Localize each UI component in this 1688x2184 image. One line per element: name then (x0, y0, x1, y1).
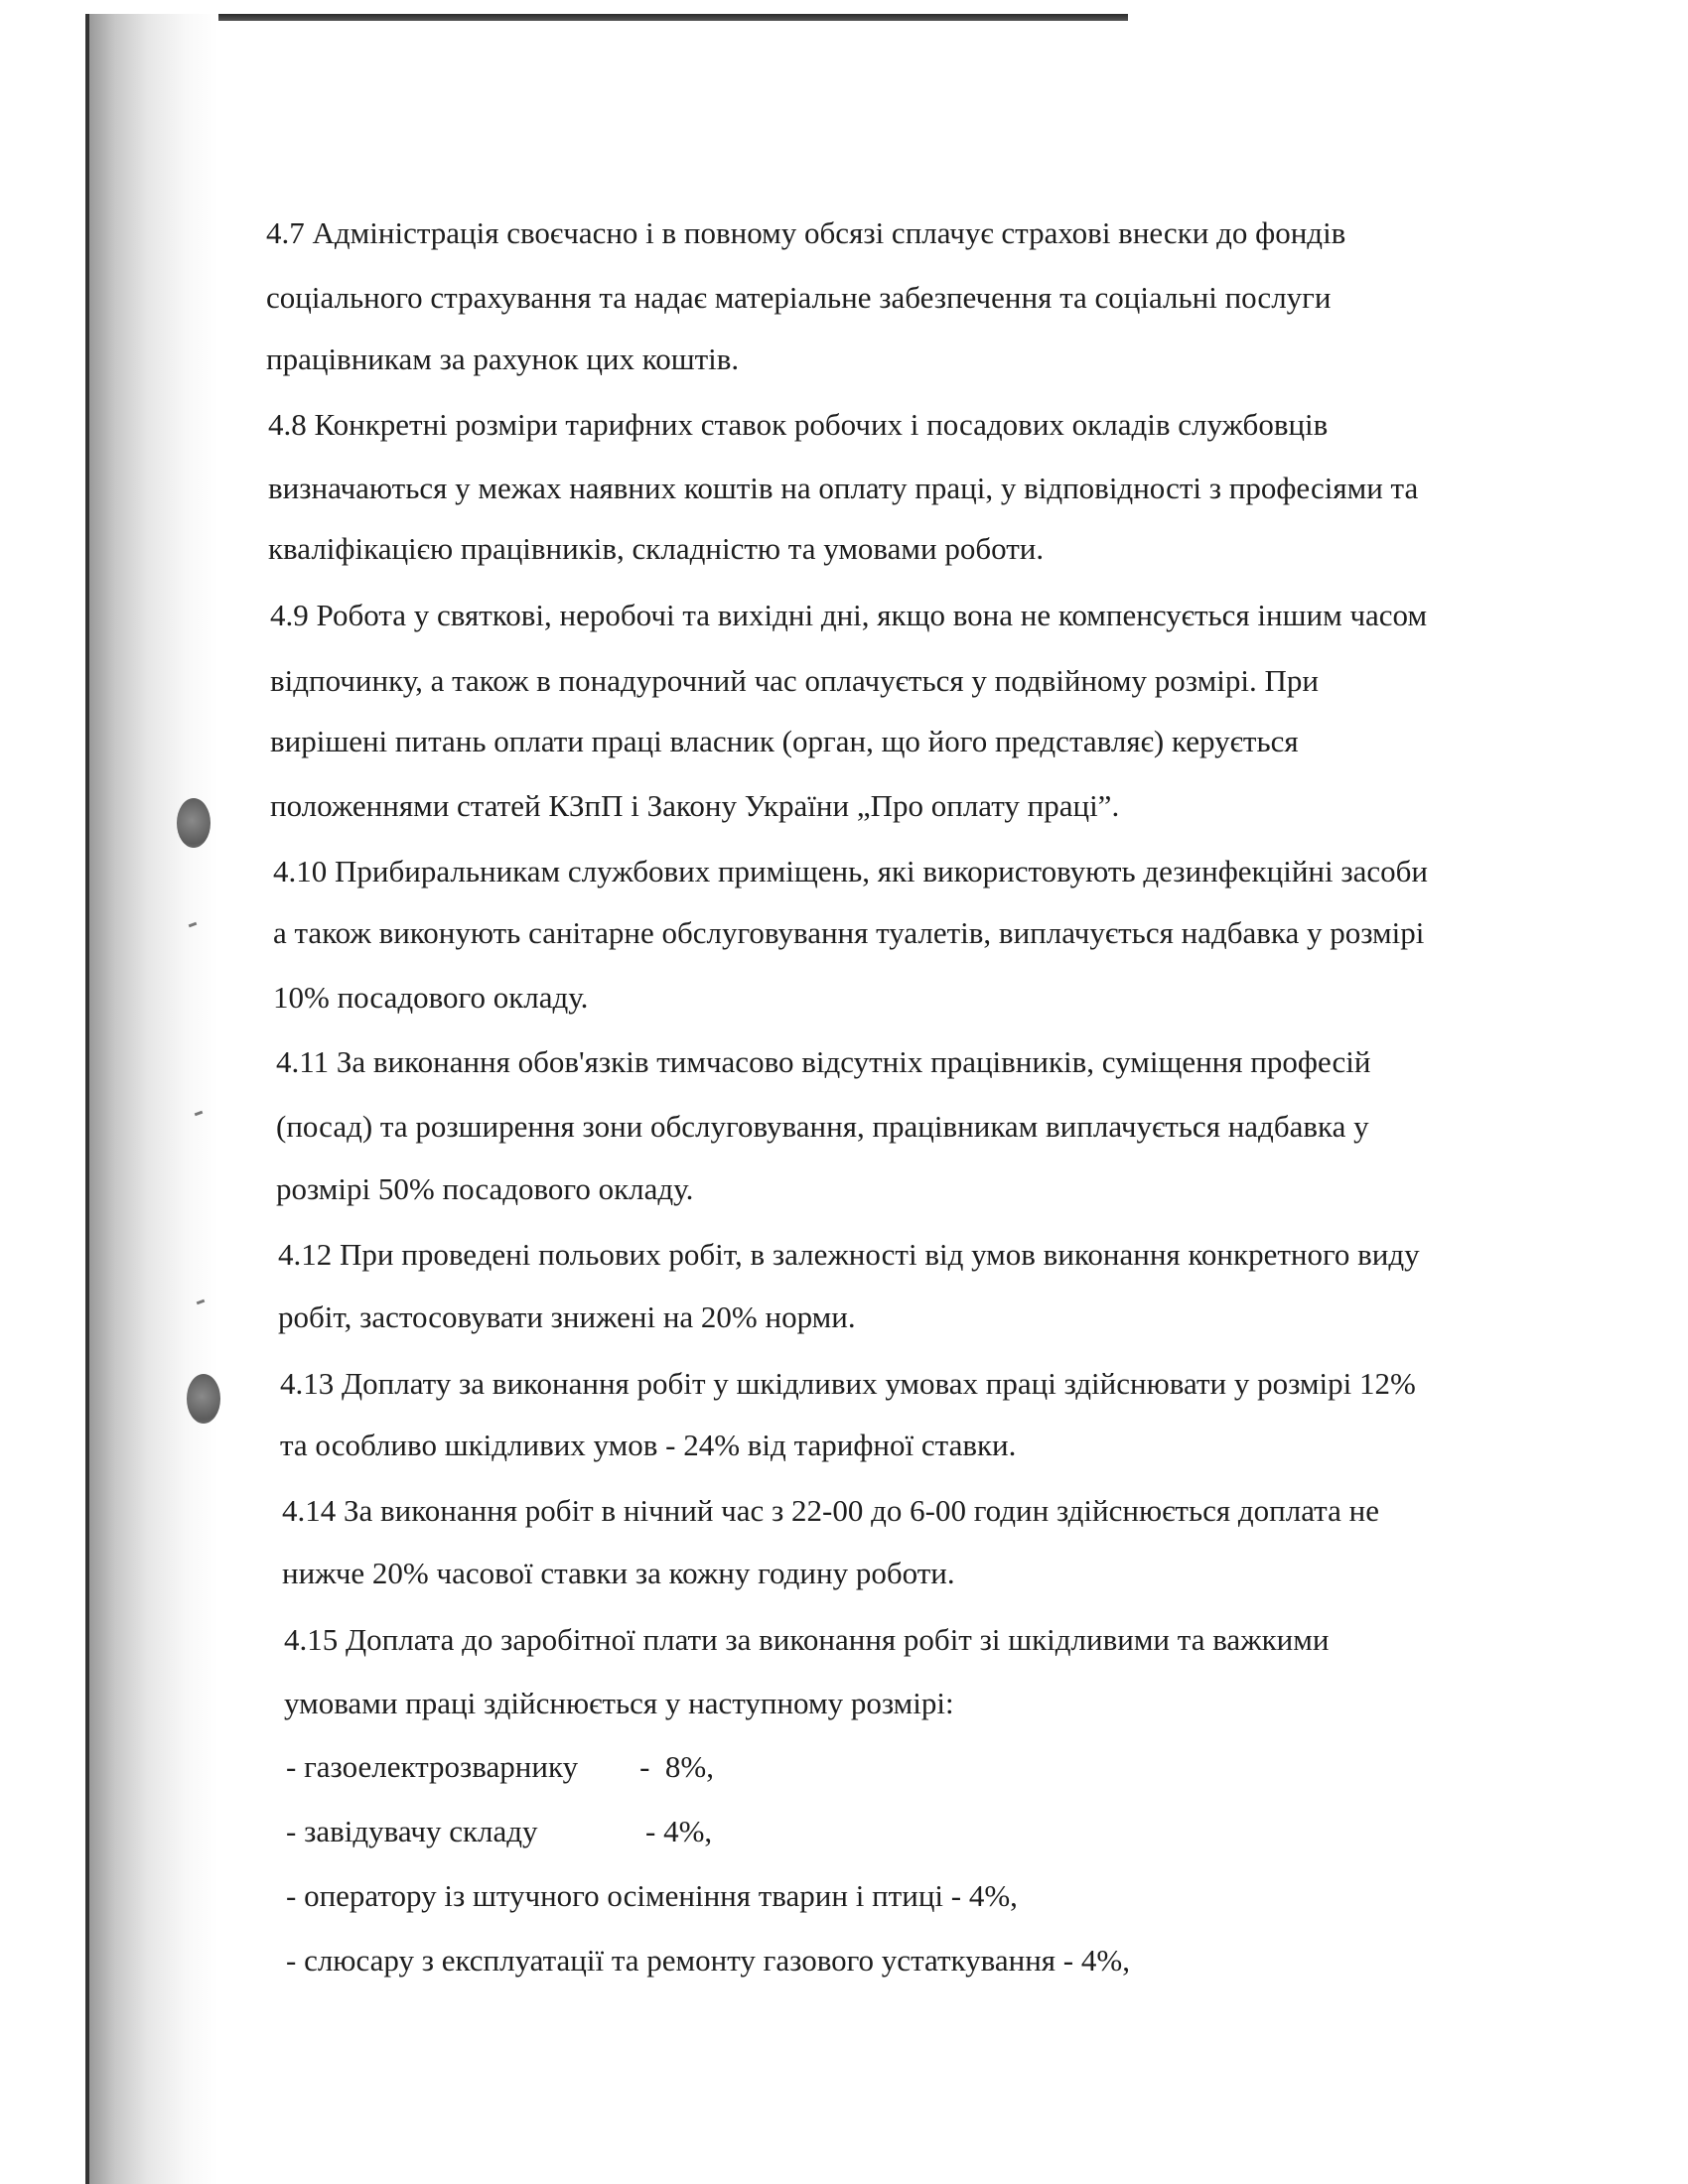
text-line: робіт, застосовувати знижені на 20% норми. (278, 1299, 856, 1334)
text-line: нижче 20% часової ставки за кожну годину роботи. (282, 1556, 955, 1590)
text-line: 4.11 За виконання обов'язків тимчасово відсутніх працівників, суміщення професій (276, 1044, 1371, 1079)
text-line: 4.14 За виконання робіт в нічний час з 22-00 до 6-00 годин здійснюється доплата не (282, 1493, 1379, 1528)
text-line: працівникам за рахунок цих коштів. (266, 341, 740, 376)
text-line: 4.13 Доплату за виконання робіт у шкідливих умовах праці здійснювати у розмірі 12% (280, 1366, 1416, 1401)
text-line: розмірі 50% посадового окладу. (276, 1171, 694, 1206)
text-line: 10% посадового окладу. (273, 980, 589, 1015)
text-line: соціального страхування та надає матеріальне забезпечення та соціальні послуги (266, 280, 1332, 315)
text-line: вирішені питань оплати праці власник (орган, що його представляє) керується (270, 724, 1299, 758)
text-line: 4.15 Доплата до заробітної плати за виконання робіт зі шкідливими та важкими (284, 1622, 1330, 1657)
text-line: кваліфікацією працівників, складністю та умовами роботи. (268, 531, 1045, 566)
text-line: 4.7 Адміністрація своєчасно і в повному обсязі сплачує страхові внески до фондів (266, 215, 1346, 250)
list-item: - завідувачу складу - 4%, (286, 1814, 713, 1848)
text-line: відпочинку, а також в понадурочний час оплачується у подвійному розмірі. При (270, 663, 1319, 698)
text-line: умовами праці здійснюється у наступному розмірі: (284, 1686, 954, 1720)
text-line: (посад) та розширення зони обслуговування, працівникам виплачується надбавка у (276, 1109, 1369, 1144)
text-line: 4.9 Робота у святкові, неробочі та вихідні дні, якщо вона не компенсується іншим часом (270, 598, 1428, 632)
list-item: - слюсару з експлуатації та ремонту газового устаткування - 4%, (286, 1943, 1130, 1978)
text-line: 4.10 Прибиральникам службових приміщень, які використовують дезинфекційні засоби (273, 854, 1428, 888)
text-line: 4.8 Конкретні розміри тарифних ставок робочих і посадових окладів службовців (268, 407, 1329, 442)
text-line: визначаються у межах наявних коштів на оплату праці, у відповідності з професіями та (268, 471, 1419, 505)
text-line: та особливо шкідливих умов - 24% від тарифної ставки. (280, 1428, 1017, 1462)
text-line: 4.12 При проведені польових робіт, в залежності від умов виконання конкретного виду (278, 1237, 1420, 1272)
text-line: а також виконують санітарне обслуговування туалетів, виплачується надбавка у розмірі (273, 915, 1425, 950)
list-item: - газоелектрозварнику - 8%, (286, 1749, 714, 1784)
list-item: - оператору із штучного осіменіння тварин і птиці - 4%, (286, 1878, 1018, 1913)
text-line: положеннями статей КЗпП і Закону України „Про оплату праці”. (270, 788, 1120, 823)
